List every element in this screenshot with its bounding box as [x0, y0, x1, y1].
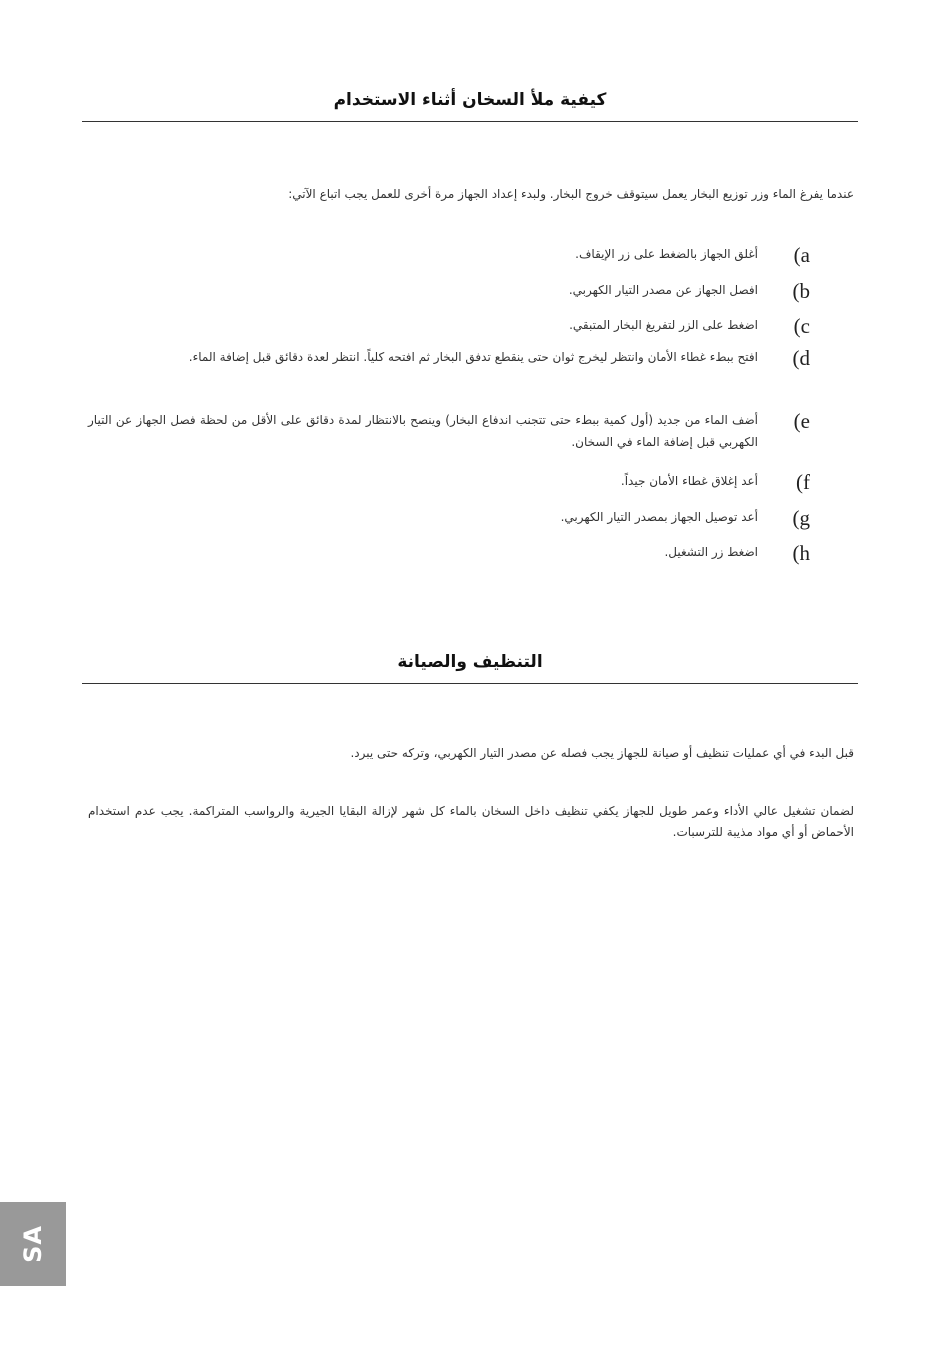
step-letter: b) [792, 279, 810, 303]
section-title-cleaning: التنظيف والصيانة [397, 652, 543, 672]
cleaning-paragraph-2: لضمان تشغيل عالي الأداء وعمر طويل للجهاز يكفي تنظيف داخل السخان بالماء كل شهر لإزالة البقايا الجيرية والرواسب المتراكمة. يجب عدم استخدام الأحماض أو أي مواد مذيبة للترسبات. [88, 804, 854, 839]
list-item [440, 240, 810, 270]
step-letter: h) [792, 541, 810, 565]
step-text: اضغط على الزر لتفريغ البخار المتبقي. [569, 318, 758, 332]
list-item [88, 343, 810, 373]
language-side-tab [0, 1202, 66, 1286]
list-item [440, 538, 810, 568]
intro-paragraph: عندما يفرغ الماء وزر توزيع البخار يعمل سيتوقف خروج البخار. ولبدء إعداد الجهاز مرة أخرى للعمل يجب اتباع الآتي: [288, 187, 854, 201]
step-letter: g) [792, 506, 810, 530]
step-letter: d) [792, 346, 810, 370]
section-title-filling: كيفية ملأ السخان أثناء الاستخدام [333, 90, 607, 110]
step-letter: c) [793, 314, 810, 338]
step-text: افتح ببطء غطاء الأمان وانتظر ليخرج ثوان حتى ينقطع تدفق البخار ثم افتحه كلياً. انتظر لعدة دقائق قبل إضافة الماء. [188, 350, 758, 364]
list-item [440, 311, 810, 341]
step-text: أعد توصيل الجهاز بمصدر التيار الكهربي. [560, 510, 758, 524]
title-rule [82, 121, 858, 122]
list-item [440, 503, 810, 533]
list-item [440, 467, 810, 497]
list-item [440, 276, 810, 306]
step-letter: f) [796, 470, 810, 494]
step-letter: a) [793, 243, 810, 267]
step-text: أضف الماء من جديد (أول كمية ببطء حتى تتجنب اندفاع البخار) وينصح بالانتظار لمدة دقائق على الأقل من لحظة فصل الجهاز عن التيار الكهربي قبل إضافة الماء في السخان. [88, 413, 758, 449]
cleaning-paragraph-1: قبل البدء في أي عمليات تنظيف أو صيانة للجهاز يجب فصله عن مصدر التيار الكهربي، وتركه حتى يبرد. [350, 746, 854, 760]
side-tab-label: SA [18, 1225, 47, 1263]
step-text: افصل الجهاز عن مصدر التيار الكهربي. [568, 283, 758, 297]
step-text: أعد إغلاق غطاء الأمان جيداً. [620, 474, 758, 488]
step-text: أغلق الجهاز بالضغط على زر الإيقاف. [575, 247, 758, 261]
title-rule [82, 683, 858, 684]
step-letter: e) [793, 409, 810, 433]
step-text: اضغط زر التشغيل. [664, 545, 758, 559]
list-item [88, 406, 810, 453]
